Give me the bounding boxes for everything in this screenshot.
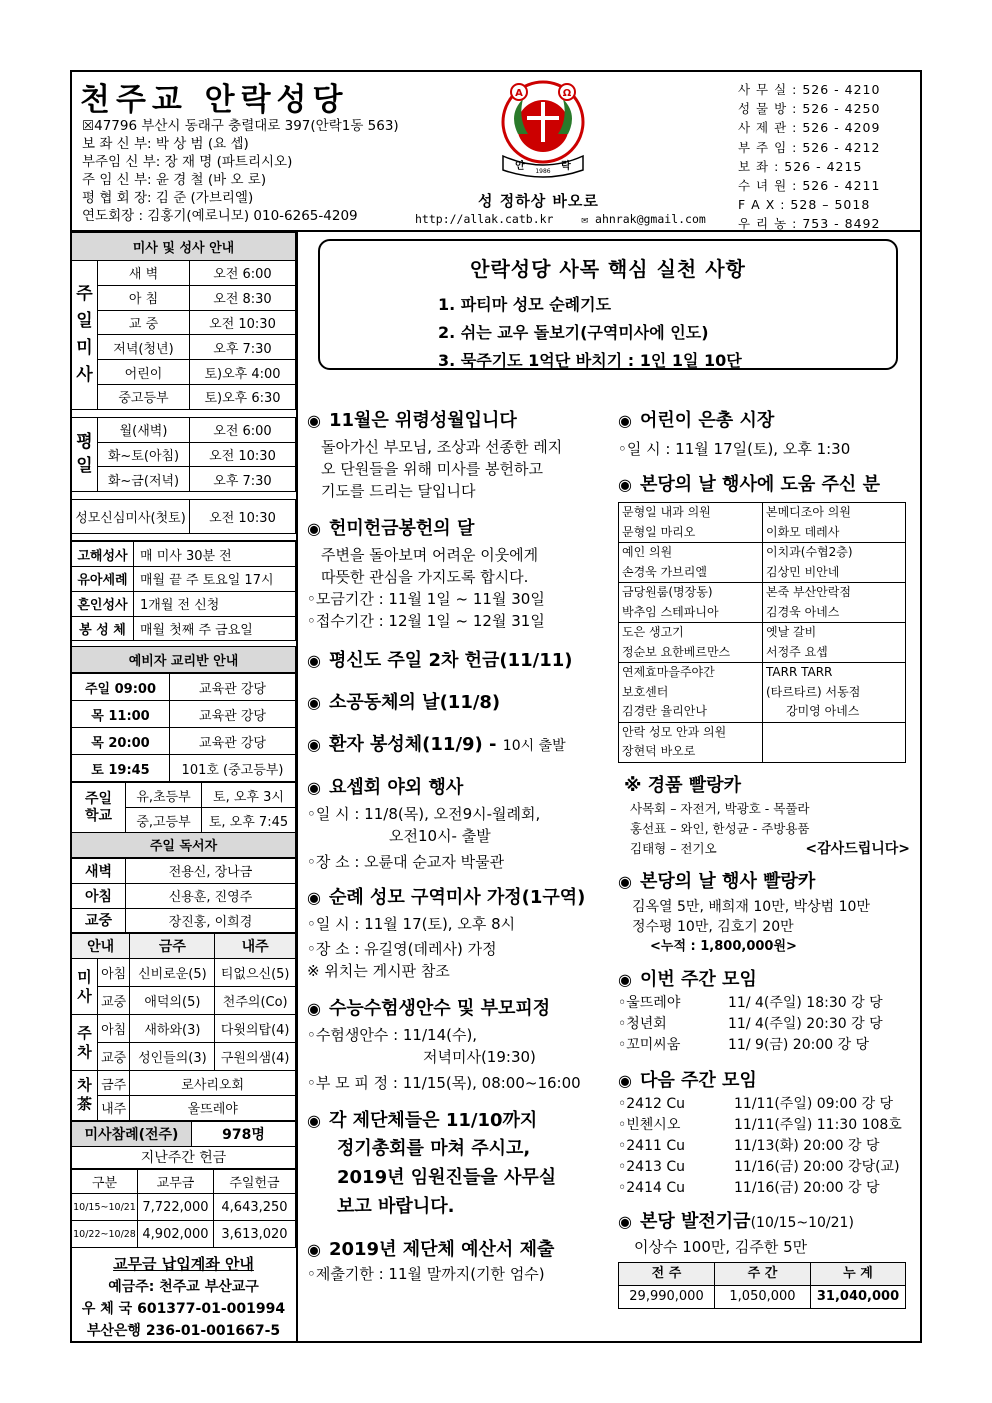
mass-time: 오전 6:00 (190, 417, 296, 442)
contact-web (415, 212, 706, 226)
reader-names: 장진홍, 이희경 (126, 908, 296, 933)
bullet-icon: ◉ (307, 778, 321, 797)
class-place: 101호 (중고등부) (170, 755, 296, 782)
offering-head: 구분 (72, 1169, 138, 1194)
bullet-icon: ◉ (618, 871, 632, 891)
notice-heading (307, 998, 607, 1020)
bullet-icon: ◉ (307, 1240, 321, 1259)
left-column (71, 232, 296, 1342)
helper-line: 서정주 요셉 (766, 644, 828, 659)
account-line: 예금주: 천주교 부산교구 (108, 1279, 259, 1296)
helper-line: TARR TARR (766, 665, 833, 679)
notice-title: 평신도 주일 2차 헌금(11/11) (328, 650, 573, 671)
event-title: 본당의 날 행사에 도움 주신 분 (639, 474, 880, 495)
notice-heading (307, 518, 607, 540)
guide-mass: 교중 (98, 987, 130, 1015)
meeting-time: 11/ 9(금) 20:00 강 당 (728, 1036, 870, 1053)
guide-this-week: 애덕의(5) (130, 987, 215, 1015)
helper-line: 강미영 아네스 (786, 704, 860, 718)
notice-line: ◦장 소 : 오륜대 순교자 박물관 (307, 853, 505, 871)
bullet-icon: ◉ (618, 969, 632, 989)
sacrament-name: 봉 성 체 (72, 616, 134, 641)
helper-line: 장현덕 바오로 (622, 744, 696, 758)
mass-time: 오후 7:30 (190, 467, 296, 492)
readers-table (71, 858, 296, 933)
bullet-icon: ◉ (618, 411, 632, 430)
mass-name: 화~금(저녁) (98, 467, 190, 492)
fund-donors: 이상수 100만, 김주한 5만 (634, 1237, 808, 1256)
event-heading (618, 1211, 910, 1234)
guide-head: 내주 (215, 934, 296, 959)
helper-line: 문형일 내과 의원 (622, 505, 711, 519)
guide-parking-label: 주차 (72, 1015, 98, 1071)
notices-column (307, 410, 607, 1285)
fund-head: 전 주 (619, 1262, 715, 1285)
helper-cell (763, 543, 906, 583)
offering-table (71, 1169, 296, 1249)
bullet-icon: ◉ (307, 999, 321, 1018)
meeting-row (618, 1136, 910, 1157)
helper-line: 옛날 갈비 (766, 625, 817, 639)
priority-item: 1. 파티마 성모 순례기도 (438, 295, 612, 314)
logo-omega: Ω (562, 88, 572, 99)
fund-head: 누 계 (811, 1262, 906, 1285)
mass-time: 토)오후 4:00 (190, 360, 296, 385)
notice-title: 헌미헌금봉헌의 달 (328, 518, 475, 539)
helper-line: 이치과(수협2층) (766, 545, 853, 559)
meeting-time: 11/ 4(주일) 18:30 강 당 (728, 994, 883, 1011)
mass-schedule-table (71, 232, 296, 541)
notice-heading (307, 1239, 607, 1261)
meeting-time: 11/13(화) 20:00 강 당 (734, 1137, 880, 1154)
thanks-text: <감사드립니다> (805, 840, 910, 857)
helper-line: 문형일 마리오 (622, 524, 696, 539)
helper-line: 정순보 요한베르만스 (622, 644, 731, 659)
mass-time: 오전 10:30 (190, 442, 296, 467)
staff-line: 주 임 신 부: 윤 경 철 (바 오 로) (82, 172, 267, 188)
notice-note: 10시 출발 (502, 738, 566, 754)
attendance-table (71, 1121, 296, 1169)
sacrament-info: 매월 끝 주 토요일 17시 (134, 566, 296, 591)
notice-line: 돌아가신 부모님, 조상과 선종한 레지 (321, 438, 563, 456)
helper-line: 김상민 비안네 (766, 564, 840, 579)
helper-line: 본죽 부산안락점 (766, 585, 851, 599)
mass-time: 오전 6:00 (190, 261, 296, 286)
phone-line: 성 물 방 : 526 - 4250 (738, 101, 881, 117)
mass-name: 새 벽 (98, 261, 190, 286)
logo-alpha: A (515, 88, 523, 99)
event-heading (618, 410, 910, 432)
staff-line: 부주임 신 부: 장 재 명 (파트리시오) (82, 154, 293, 170)
class-place: 교육관 강당 (170, 701, 296, 728)
helper-line: 연제효마을주야간 (622, 665, 715, 679)
guide-mass: 아침 (98, 1015, 130, 1043)
logo-year: 1986 (535, 168, 551, 175)
prize-line (630, 839, 910, 859)
account-line: 우 체 국 601377-01-001994 (81, 1301, 286, 1318)
website-link[interactable]: http://allak.catb.kr (415, 212, 554, 226)
guide-head: 금주 (130, 934, 215, 959)
sacrament-name: 고해성사 (72, 542, 134, 567)
mass-name: 저녁(청년) (98, 335, 190, 360)
meeting-row (618, 993, 910, 1014)
sacrament-info: 매 미사 30분 전 (134, 542, 296, 567)
meeting-name: ◦2413 Cu (618, 1158, 685, 1175)
attendance-value: 978명 (192, 1121, 296, 1146)
notice-line: 기도를 드리는 달입니다 (321, 482, 476, 500)
guide-tea-group: 로사리오회 (130, 1071, 296, 1096)
phone-line: 우 리 농 : 753 - 8492 (738, 216, 881, 232)
notice-body (307, 1024, 607, 1094)
helper-cell (619, 543, 763, 583)
helper-cell (763, 623, 906, 663)
helper-cell (763, 663, 906, 723)
parish-logo (498, 74, 588, 184)
guide-this-week: 성인들의(3) (130, 1043, 215, 1071)
guide-head: 안내 (72, 934, 130, 959)
notice-heading (307, 410, 607, 432)
notice-title: 각 제단체들은 11/10까지 (328, 1110, 538, 1131)
helper-line: 예인 의원 (622, 545, 673, 559)
notice-line: 주변을 돌아보며 어려운 이웃에게 (321, 546, 539, 564)
staff-line: 연도회장 : 김홍기(예로니모) 010-6265-4209 (82, 208, 358, 224)
helper-line: 김경란 율리안나 (622, 704, 707, 718)
notice-title: 환자 봉성체(11/9) - (328, 734, 497, 755)
notice-body (307, 913, 607, 982)
school-group: 중,고등부 (126, 808, 202, 833)
prize-text: 김태형 – 전기오 (630, 840, 717, 856)
sacrament-info: 1개월 전 신청 (134, 591, 296, 616)
account-info (71, 1276, 296, 1342)
notice-heading (307, 734, 607, 757)
bullet-icon: ◉ (307, 693, 321, 712)
fund-period: (10/15~10/21) (750, 1214, 854, 1231)
account-line: 부산은행 236-01-001667-5 (86, 1323, 281, 1340)
catechumen-table (71, 673, 296, 782)
notice-line: ※ 위치는 게시판 참조 (307, 962, 450, 980)
meeting-time: 11/ 4(주일) 20:30 강 당 (728, 1015, 883, 1032)
helper-line: 본메디조아 의원 (766, 505, 851, 519)
meeting-time: 11/16(금) 20:00 강 당 (734, 1179, 880, 1196)
prize-heading: ※ 경품 빨랑카 (624, 774, 741, 796)
meeting-row (618, 1178, 910, 1199)
helper-cell (763, 722, 906, 762)
readers-title: 주일 독서자 (72, 832, 296, 857)
meeting-name: ◦2414 Cu (618, 1179, 685, 1196)
notice-line: 저녁미사(19:30) (423, 1048, 536, 1066)
mass-name: 월(새벽) (98, 417, 190, 442)
mass-name: 화~토(아침) (98, 442, 190, 467)
priority-item: 3. 묵주기도 1억단 바치기 : 1인 1일 10단 (438, 351, 742, 370)
meeting-row (618, 1014, 910, 1035)
reader-mass: 아침 (72, 883, 126, 908)
event-title: 어린이 은총 시장 (639, 410, 775, 431)
guide-tea-label: 차茶 (72, 1071, 98, 1121)
helper-line: 도은 생고기 (622, 625, 684, 639)
event-heading (618, 871, 910, 893)
helper-line: 손경욱 가브리엘 (622, 564, 707, 579)
guide-next-week: 다윗의탑(4) (215, 1015, 296, 1043)
bullet-icon: ◉ (307, 888, 321, 907)
staff-line: 평 협 회 장: 김 준 (가브리엘) (82, 190, 254, 206)
helper-line: 박추임 스테파니아 (622, 604, 719, 619)
meeting-time: 11/16(금) 20:00 강당(교) (734, 1158, 900, 1175)
bullet-icon: ◉ (618, 1070, 632, 1090)
notice-body (307, 436, 607, 502)
mass-time: 오후 7:30 (190, 335, 296, 360)
notice-heading (307, 887, 607, 909)
notice-line: ◦수험생안수 : 11/14(수), (307, 1026, 478, 1044)
helper-cell (619, 503, 763, 543)
meeting-name: ◦2412 Cu (618, 1095, 685, 1112)
priority-item: 2. 쉬는 교우 돌보기(구역미사에 인도) (438, 323, 709, 342)
sunday-school-table (71, 782, 296, 858)
bullet-icon: ◉ (618, 475, 632, 494)
bullet-icon: ◉ (307, 519, 321, 538)
meeting-row (618, 1035, 910, 1056)
helper-cell (763, 583, 906, 623)
class-time: 주일 09:00 (72, 674, 170, 701)
offering-title: 지난주간 헌금 (72, 1146, 296, 1168)
development-fund-table (618, 1262, 906, 1309)
events-column (618, 410, 910, 1309)
fund-value: 29,990,000 (619, 1285, 715, 1308)
notice-line: ◦부 모 피 정 : 11/15(목), 08:00~16:00 (307, 1074, 581, 1092)
column-divider (296, 230, 298, 1343)
offering-tithe: 4,902,000 (138, 1221, 214, 1248)
guide-next-week: 천주의(Co) (215, 987, 296, 1015)
patron-saint: 성 정하상 바오로 (478, 192, 599, 210)
notice-line: 오전10시- 출발 (389, 827, 491, 845)
notice-heading (307, 1110, 607, 1132)
helper-cell (619, 722, 763, 762)
meeting-name: ◦울뜨레야 (618, 994, 681, 1011)
weekday-label: 평일 (72, 417, 98, 491)
reader-names: 신용훈, 진영주 (126, 883, 296, 908)
notice-title: 소공동체의 날(11/8) (328, 692, 501, 713)
email-link[interactable]: ✉ ahnrak@gmail.com (581, 212, 706, 226)
logo-word-an: 안 (515, 161, 525, 172)
helper-cell (619, 583, 763, 623)
mass-time: 오전 8:30 (190, 285, 296, 310)
helper-line: 이화모 데레사 (766, 524, 840, 539)
notice-line: 오 단원들을 위해 미사를 봉헌하고 (321, 460, 543, 478)
helper-line: (타르타르) 서동점 (766, 684, 861, 699)
meeting-list (618, 993, 910, 1056)
notice-line: ◦제출기한 : 11월 말까지(기한 엄수) (307, 1265, 545, 1283)
notice-title: 2019년 제단체 예산서 제출 (328, 1239, 555, 1260)
bullet-icon: ◉ (307, 411, 321, 430)
meeting-list (618, 1094, 910, 1199)
phone-line: 사 무 실 : 526 - 4210 (738, 82, 881, 97)
offering-head: 주일헌금 (214, 1169, 296, 1194)
sacrament-name: 유아세례 (72, 566, 134, 591)
priorities-title: 안락성당 사목 핵심 실천 사항 (470, 257, 746, 281)
staff-line: 보 좌 신 부: 박 상 범 (요 셉) (82, 136, 249, 152)
bullet-icon: ◉ (307, 1111, 321, 1130)
prize-list (618, 799, 910, 859)
bullet-icon: ◉ (307, 735, 321, 754)
mass-time: 오전 10:30 (190, 310, 296, 335)
notice-heading (307, 777, 607, 799)
bullet-icon: ◉ (307, 651, 321, 670)
meeting-row (618, 1157, 910, 1178)
offering-sunday: 3,613,020 (214, 1221, 296, 1248)
notice-line: ◦접수기간 : 12월 1일 ~ 12월 31일 (307, 612, 545, 630)
meeting-time: 11/11(주일) 09:00 강 당 (734, 1095, 894, 1112)
logo-word-rak: 락 (561, 161, 571, 172)
class-time: 목 11:00 (72, 701, 170, 728)
offering-tithe: 7,722,000 (138, 1194, 214, 1221)
mass-title: 미사 및 성사 안내 (72, 233, 296, 261)
helper-line: 금당원룸(명장동) (622, 585, 713, 599)
priorities-list (438, 291, 742, 375)
attendance-label: 미사참례(전주) (72, 1121, 192, 1146)
mass-time: 토)오후 6:30 (190, 384, 296, 409)
meeting-name: ◦꼬미씨움 (618, 1036, 681, 1053)
notice-title: 순례 성모 구역미사 가정(1구역) (328, 887, 586, 908)
sunday-school-label: 주일학교 (72, 783, 126, 833)
event-heading (618, 1070, 910, 1092)
school-time: 토, 오후 3시 (202, 783, 296, 808)
class-place: 교육관 강당 (170, 674, 296, 701)
sacrament-name: 혼인성사 (72, 591, 134, 616)
notice-line: ◦장 소 : 유길영(데레사) 가정 (307, 940, 497, 958)
notice-line: ◦모금기간 : 11월 1일 ~ 11월 30일 (307, 590, 545, 608)
guide-this-week: 새하와(3) (130, 1015, 215, 1043)
reader-names: 전용신, 장나금 (126, 858, 296, 883)
fund-value: 31,040,000 (811, 1285, 906, 1308)
notice-body (307, 1134, 607, 1221)
event-title: 본당의 날 행사 빨랑카 (639, 870, 816, 892)
helper-line: 안락 성모 안과 의원 (622, 724, 727, 739)
guide-week: 내주 (98, 1095, 130, 1120)
sunday-label: 주일미사 (72, 261, 98, 410)
meeting-time: 11/11(주일) 11:30 108호 (734, 1116, 902, 1133)
notice-title: 요셉회 야외 행사 (328, 777, 464, 798)
pastoral-priorities-box (318, 239, 898, 370)
prize-line: 홍선표 – 와인, 한성균 - 주방용품 (630, 820, 810, 836)
donation-list (618, 897, 910, 957)
offering-head: 교무금 (138, 1169, 214, 1194)
event-title: 본당 발전기금 (639, 1210, 751, 1232)
phone-line: 부 주 임 : 526 - 4212 (738, 139, 881, 155)
event-title: 다음 주간 모임 (639, 1069, 757, 1091)
helper-cell (619, 623, 763, 663)
guide-tea-group: 울뜨레야 (130, 1095, 296, 1120)
guide-week: 금주 (98, 1071, 130, 1096)
helper-line: 보호센터 (622, 684, 669, 699)
account-title: 교무금 납입계좌 안내 (113, 1255, 254, 1274)
meeting-name: ◦청년회 (618, 1015, 667, 1032)
mass-name: 어린이 (98, 360, 190, 385)
parish-title: 천주교 안락성당 (80, 82, 349, 118)
first-saturday-mass: 성모신심미사(첫토) (72, 500, 190, 534)
donation-total: <누적 : 1,800,000원> (650, 938, 797, 954)
sacrament-info: 매월 첫째 주 금요일 (134, 616, 296, 641)
class-time: 토 19:45 (72, 755, 170, 782)
school-group: 유,초등부 (126, 783, 202, 808)
event-heading (618, 969, 910, 991)
fund-value: 1,050,000 (715, 1285, 811, 1308)
guide-next-week: 티없으신(5) (215, 959, 296, 987)
offering-period: 10/22~10/28 (72, 1221, 138, 1248)
address: ☒47796 부산시 동래구 충렬대로 397(안락1동 563) (82, 118, 399, 134)
donation-line: 김옥열 5만, 배희재 10만, 박상범 10만 (632, 898, 870, 915)
notice-body (307, 803, 607, 873)
notice-body (307, 1263, 607, 1285)
catechumen-title: 예비자 교리반 안내 (72, 647, 296, 673)
mass-name: 아 침 (98, 285, 190, 310)
meeting-name: ◦2411 Cu (618, 1137, 685, 1154)
notice-body (307, 544, 607, 632)
notice-line: 2019년 임원진들을 사무실 (337, 1167, 557, 1188)
fund-head: 주 간 (715, 1262, 811, 1285)
phone-line: F A X : 528 – 5018 (738, 197, 871, 213)
offering-sunday: 4,643,250 (214, 1194, 296, 1221)
notice-line: 보고 바랍니다. (337, 1196, 455, 1217)
phone-line: 사 제 관 : 526 - 4209 (738, 120, 881, 136)
notice-title: 11월은 위령성월입니다 (328, 410, 517, 431)
guide-table (71, 933, 296, 1120)
notice-line: 정기총회를 마쳐 주시고, (337, 1138, 531, 1159)
notice-line: ◦일 시 : 11월 17(토), 오후 8시 (307, 915, 516, 933)
guide-next-week: 구원의샘(4) (215, 1043, 296, 1071)
phone-line: 수 녀 원 : 526 - 4211 (738, 178, 881, 194)
guide-this-week: 신비로운(5) (130, 959, 215, 987)
mass-name: 중고등부 (98, 384, 190, 409)
sacrament-table (71, 541, 296, 673)
guide-mass: 아침 (98, 959, 130, 987)
helper-cell (619, 663, 763, 723)
school-time: 토, 오후 7:45 (202, 808, 296, 833)
helper-cell (763, 503, 906, 543)
notice-line: 따뜻한 관심을 가지도록 합시다. (321, 568, 529, 586)
meeting-row (618, 1115, 910, 1136)
event-line: ◦일 시 : 11월 17일(토), 오후 1:30 (618, 440, 851, 458)
notice-title: 수능수험생안수 및 부모피정 (328, 998, 551, 1019)
guide-mass: 교중 (98, 1043, 130, 1071)
donation-line: 정수평 10만, 김호기 20만 (632, 918, 794, 935)
reader-mass: 새벽 (72, 858, 126, 883)
class-place: 교육관 강당 (170, 728, 296, 755)
phone-directory (738, 80, 880, 234)
meeting-name: ◦빈첸시오 (618, 1116, 681, 1133)
offering-period: 10/15~10/21 (72, 1194, 138, 1221)
notice-line: ◦일 시 : 11/8(목), 오전9시-월례회, (307, 805, 541, 823)
guide-misa-label: 미사 (72, 959, 98, 1015)
event-title: 이번 주간 모임 (639, 968, 757, 990)
notice-heading (307, 650, 607, 672)
helper-line: 김경욱 아네스 (766, 604, 840, 619)
notice-heading (307, 692, 607, 714)
class-time: 목 20:00 (72, 728, 170, 755)
first-saturday-time: 오전 10:30 (190, 500, 296, 534)
reader-mass: 교중 (72, 908, 126, 933)
parish-info (82, 117, 399, 225)
mass-name: 교 중 (98, 310, 190, 335)
event-heading (618, 474, 910, 496)
meeting-row (618, 1094, 910, 1115)
helpers-table (618, 502, 906, 763)
prize-line: 사목회 – 자전거, 박광호 - 목풀라 (630, 800, 810, 816)
phone-line: 보 좌 : 526 - 4215 (738, 158, 863, 174)
bullet-icon: ◉ (618, 1211, 632, 1231)
